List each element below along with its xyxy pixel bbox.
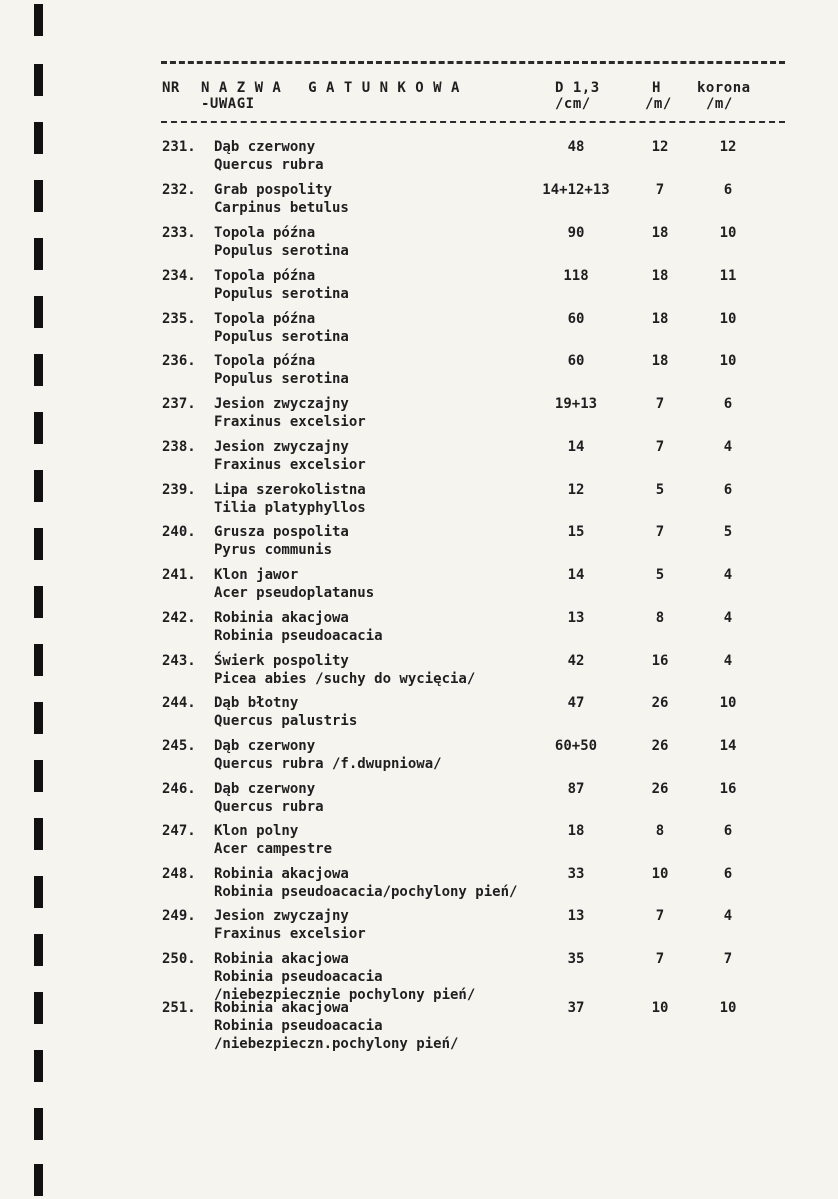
crown-value: 16 [719, 781, 737, 797]
species-name-polish: Jesion zwyczajny [214, 396, 349, 412]
crown-value: 12 [719, 139, 737, 155]
crown-value: 6 [723, 182, 733, 198]
species-name-polish: Topola późna [214, 311, 316, 327]
binding-hole [34, 1050, 43, 1082]
crown-value: 6 [723, 866, 733, 882]
remarks: /niebezpiecznie pochylony pień/ [214, 987, 476, 1003]
binding-hole [34, 992, 43, 1024]
crown-value: 6 [723, 482, 733, 498]
species-name-polish: Topola późna [214, 268, 316, 284]
species-name-polish: Topola późna [214, 225, 316, 241]
species-name-polish: Robinia akacjowa [214, 610, 349, 626]
height-value: 12 [651, 139, 669, 155]
species-name-latin: Populus serotina [214, 286, 349, 302]
species-name-latin: Robinia pseudoacacia [214, 969, 383, 985]
diameter-value: 12 [567, 482, 585, 498]
crown-value: 4 [723, 908, 733, 924]
diameter-value: 118 [563, 268, 589, 284]
diameter-value: 14 [567, 567, 585, 583]
height-value: 18 [651, 268, 669, 284]
header-korona: korona [697, 80, 751, 96]
species-name-polish: Robinia akacjowa [214, 951, 349, 967]
species-name-polish: Dąb czerwony [214, 139, 316, 155]
row-number: 236. [162, 353, 196, 369]
binding-hole [34, 64, 43, 96]
binding-hole [34, 586, 43, 618]
diameter-value: 60 [567, 311, 585, 327]
crown-value: 6 [723, 823, 733, 839]
species-name-latin: Populus serotina [214, 329, 349, 345]
diameter-value: 87 [567, 781, 585, 797]
height-value: 18 [651, 353, 669, 369]
binding-hole [34, 180, 43, 212]
header-remarks: -UWAGI [201, 96, 255, 112]
crown-value: 7 [723, 951, 733, 967]
species-name-polish: Świerk pospolity [214, 653, 349, 669]
diameter-value: 35 [567, 951, 585, 967]
row-number: 237. [162, 396, 196, 412]
species-name-latin: Quercus rubra [214, 157, 324, 173]
row-number: 231. [162, 139, 196, 155]
binding-holes [34, 0, 48, 1199]
header-d-unit: /cm/ [555, 96, 591, 112]
remarks: /niebezpieczn.pochylony pień/ [214, 1036, 459, 1052]
header-korona-unit: /m/ [706, 96, 733, 112]
species-name-polish: Robinia akacjowa [214, 866, 349, 882]
binding-hole [34, 296, 43, 328]
diameter-value: 13 [567, 610, 585, 626]
height-value: 7 [655, 908, 665, 924]
header-nr: NR [162, 80, 180, 96]
row-number: 240. [162, 524, 196, 540]
row-number: 235. [162, 311, 196, 327]
species-name-polish: Grab pospolity [214, 182, 333, 198]
diameter-value: 60 [567, 353, 585, 369]
binding-hole [34, 4, 43, 36]
diameter-value: 19+13 [554, 396, 598, 412]
height-value: 7 [655, 951, 665, 967]
species-name-latin: Pyrus communis [214, 542, 333, 558]
binding-hole [34, 818, 43, 850]
species-name-latin: Populus serotina [214, 243, 349, 259]
diameter-value: 13 [567, 908, 585, 924]
height-value: 7 [655, 524, 665, 540]
binding-hole [34, 470, 43, 502]
row-number: 251. [162, 1000, 196, 1016]
row-number: 250. [162, 951, 196, 967]
species-name-latin: Robinia pseudoacacia [214, 628, 383, 644]
row-number: 233. [162, 225, 196, 241]
binding-hole [34, 876, 43, 908]
row-number: 238. [162, 439, 196, 455]
row-number: 244. [162, 695, 196, 711]
species-name-polish: Dąb czerwony [214, 738, 316, 754]
diameter-value: 18 [567, 823, 585, 839]
height-value: 10 [651, 1000, 669, 1016]
species-name-latin: Acer campestre [214, 841, 333, 857]
height-value: 18 [651, 225, 669, 241]
species-name-latin: Robinia pseudoacacia/pochylony pień/ [214, 884, 518, 900]
height-value: 8 [655, 610, 665, 626]
row-number: 242. [162, 610, 196, 626]
binding-hole [34, 122, 43, 154]
diameter-value: 33 [567, 866, 585, 882]
row-number: 239. [162, 482, 196, 498]
crown-value: 11 [719, 268, 737, 284]
diameter-value: 14+12+13 [542, 182, 610, 198]
row-number: 243. [162, 653, 196, 669]
species-name-polish: Dąb czerwony [214, 781, 316, 797]
crown-value: 5 [723, 524, 733, 540]
height-value: 26 [651, 695, 669, 711]
diameter-value: 42 [567, 653, 585, 669]
header-rule [161, 121, 785, 123]
species-name-latin: Populus serotina [214, 371, 349, 387]
binding-hole [34, 934, 43, 966]
row-number: 248. [162, 866, 196, 882]
species-name-polish: Robinia akacjowa [214, 1000, 349, 1016]
binding-hole [34, 1164, 43, 1196]
species-name-latin: Picea abies /suchy do wycięcia/ [214, 671, 476, 687]
header-h-unit: /m/ [645, 96, 672, 112]
species-name-latin: Quercus rubra /f.dwupniowa/ [214, 756, 442, 772]
crown-value: 10 [719, 353, 737, 369]
binding-hole [34, 702, 43, 734]
row-number: 246. [162, 781, 196, 797]
row-number: 245. [162, 738, 196, 754]
header-h: H [652, 80, 661, 96]
row-number: 234. [162, 268, 196, 284]
height-value: 16 [651, 653, 669, 669]
crown-value: 10 [719, 695, 737, 711]
species-name-latin: Robinia pseudoacacia [214, 1018, 383, 1034]
species-name-polish: Jesion zwyczajny [214, 908, 349, 924]
species-name-latin: Fraxinus excelsior [214, 926, 366, 942]
crown-value: 14 [719, 738, 737, 754]
species-name-latin: Quercus rubra [214, 799, 324, 815]
diameter-value: 90 [567, 225, 585, 241]
diameter-value: 48 [567, 139, 585, 155]
crown-value: 4 [723, 567, 733, 583]
height-value: 26 [651, 738, 669, 754]
species-name-polish: Dąb błotny [214, 695, 299, 711]
height-value: 10 [651, 866, 669, 882]
binding-hole [34, 760, 43, 792]
height-value: 26 [651, 781, 669, 797]
binding-hole [34, 238, 43, 270]
row-number: 232. [162, 182, 196, 198]
species-name-polish: Klon jawor [214, 567, 299, 583]
header-d: D 1,3 [555, 80, 600, 96]
height-value: 7 [655, 439, 665, 455]
species-name-latin: Fraxinus excelsior [214, 414, 366, 430]
row-number: 241. [162, 567, 196, 583]
diameter-value: 15 [567, 524, 585, 540]
species-name-latin: Fraxinus excelsior [214, 457, 366, 473]
crown-value: 6 [723, 396, 733, 412]
binding-hole [34, 1108, 43, 1140]
height-value: 8 [655, 823, 665, 839]
top-rule [161, 61, 785, 64]
height-value: 5 [655, 567, 665, 583]
species-name-latin: Quercus palustris [214, 713, 358, 729]
diameter-value: 47 [567, 695, 585, 711]
diameter-value: 60+50 [554, 738, 598, 754]
height-value: 7 [655, 182, 665, 198]
species-name-polish: Grusza pospolita [214, 524, 349, 540]
species-name-latin: Tilia platyphyllos [214, 500, 366, 516]
binding-hole [34, 528, 43, 560]
diameter-value: 37 [567, 1000, 585, 1016]
species-name-latin: Acer pseudoplatanus [214, 585, 375, 601]
row-number: 249. [162, 908, 196, 924]
crown-value: 10 [719, 225, 737, 241]
crown-value: 4 [723, 653, 733, 669]
height-value: 5 [655, 482, 665, 498]
crown-value: 4 [723, 439, 733, 455]
height-value: 7 [655, 396, 665, 412]
crown-value: 10 [719, 1000, 737, 1016]
height-value: 18 [651, 311, 669, 327]
species-name-polish: Lipa szerokolistna [214, 482, 366, 498]
species-name-polish: Jesion zwyczajny [214, 439, 349, 455]
header-name: N A Z W A G A T U N K O W A [201, 80, 460, 96]
species-name-polish: Klon polny [214, 823, 299, 839]
crown-value: 10 [719, 311, 737, 327]
row-number: 247. [162, 823, 196, 839]
diameter-value: 14 [567, 439, 585, 455]
binding-hole [34, 644, 43, 676]
crown-value: 4 [723, 610, 733, 626]
binding-hole [34, 412, 43, 444]
binding-hole [34, 354, 43, 386]
species-name-polish: Topola późna [214, 353, 316, 369]
species-name-latin: Carpinus betulus [214, 200, 349, 216]
